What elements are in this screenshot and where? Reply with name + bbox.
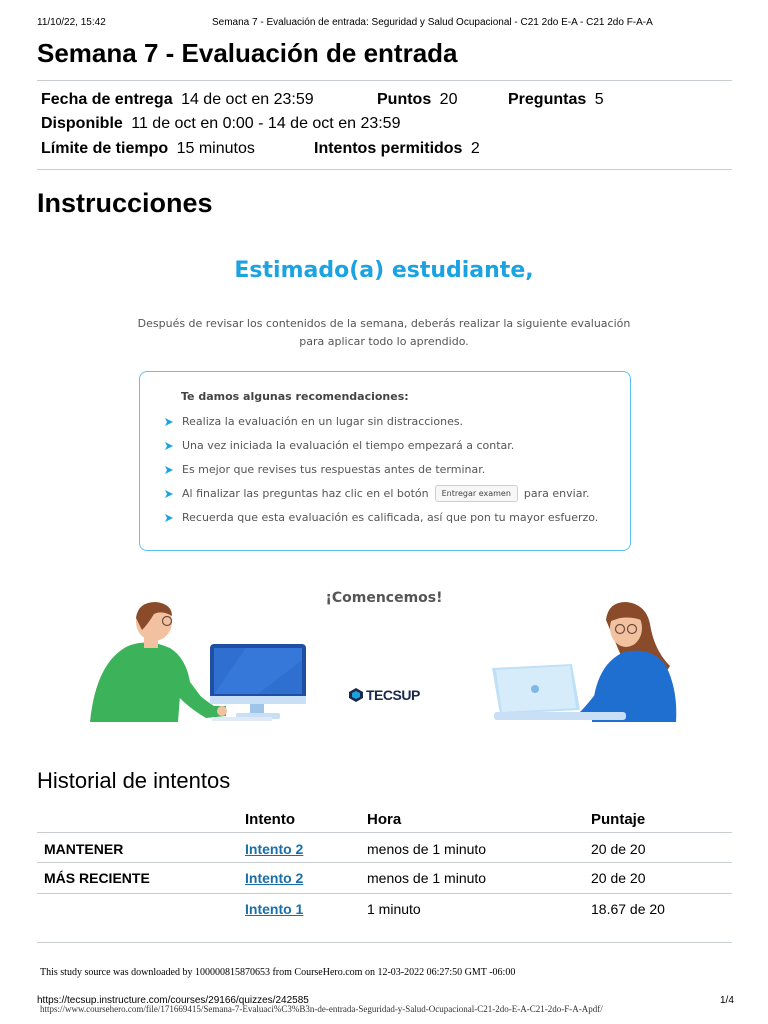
lets-go-text: ¡Comencemos! bbox=[325, 590, 443, 606]
attempt-score: 20 de 20 bbox=[591, 870, 646, 886]
table-divider bbox=[37, 832, 732, 833]
chevron-right-icon bbox=[164, 417, 174, 427]
col-header-score: Puntaje bbox=[591, 811, 646, 828]
page-number: 1/4 bbox=[720, 995, 734, 1006]
col-header-attempt: Intento bbox=[245, 811, 295, 828]
attempt-link[interactable]: Intento 2 bbox=[245, 841, 304, 857]
attempts-allowed bbox=[314, 140, 480, 158]
recommendation-item bbox=[164, 415, 463, 428]
col-header-time: Hora bbox=[367, 811, 402, 828]
recommendations-heading: Te damos algunas recomendaciones: bbox=[181, 390, 409, 403]
recommendation-text: para enviar. bbox=[523, 487, 590, 500]
intro-line: para aplicar todo lo aprendido. bbox=[299, 335, 469, 348]
recommendation-text: Recuerda que esta evaluación es calificada, así que pon tu mayor esfuerzo. bbox=[182, 511, 599, 524]
coursehero-url: https://www.coursehero.com/file/171669415/Semana-7-Evaluaci%C3%B3n-de-entrada-Seguridad-y-Salud-Ocupacional-C21-2do-E-A-C21-2do-F-A-Apdf/ bbox=[40, 1004, 603, 1014]
questions-value: 5 bbox=[594, 91, 604, 108]
questions bbox=[508, 91, 604, 109]
instructions-heading: Instrucciones bbox=[37, 188, 213, 218]
table-divider bbox=[37, 862, 732, 863]
points-value: 20 bbox=[439, 91, 458, 108]
divider bbox=[37, 169, 732, 170]
recommendation-text: Es mejor que revises tus respuestas antes de terminar. bbox=[182, 463, 486, 476]
submit-exam-button-sample: Entregar examen bbox=[435, 485, 518, 502]
greeting: Estimado(a) estudiante, bbox=[234, 258, 534, 283]
recommendation-item bbox=[164, 463, 485, 476]
time-limit bbox=[41, 140, 255, 158]
chevron-right-icon bbox=[164, 489, 174, 499]
chevron-right-icon bbox=[164, 465, 174, 475]
questions-label: Preguntas bbox=[508, 91, 587, 108]
attempt-time: 1 minuto bbox=[367, 901, 421, 917]
attempt-score: 20 de 20 bbox=[591, 841, 646, 857]
time-limit-value: 15 minutos bbox=[176, 140, 255, 157]
attempt-time: menos de 1 minuto bbox=[367, 841, 487, 857]
recommendation-item bbox=[164, 485, 589, 502]
page-title: Semana 7 - Evaluación de entrada bbox=[37, 38, 458, 68]
attempts-value: 2 bbox=[470, 140, 480, 157]
recommendation-text: Realiza la evaluación en un lugar sin distracciones. bbox=[182, 415, 464, 428]
points bbox=[377, 91, 457, 109]
chevron-right-icon bbox=[164, 441, 174, 451]
recommendation-item bbox=[164, 511, 598, 524]
attempt-score: 18.67 de 20 bbox=[591, 901, 665, 917]
recommendations-box bbox=[139, 371, 631, 551]
attempt-link[interactable]: Intento 1 bbox=[245, 901, 304, 917]
available-value: 11 de oct en 0:00 - 14 de oct en 23:59 bbox=[131, 115, 401, 132]
intro-line: Después de revisar los contenidos de la semana, deberás realizar la siguiente evaluación bbox=[137, 317, 631, 330]
recommendation-item bbox=[164, 439, 514, 452]
due-label: Fecha de entrega bbox=[41, 91, 173, 108]
divider bbox=[37, 942, 732, 943]
tecsup-logo-icon bbox=[349, 688, 363, 702]
logo-text: TECSUP bbox=[366, 687, 420, 703]
table-divider bbox=[37, 893, 732, 894]
row-label: MÁS RECIENTE bbox=[44, 870, 150, 886]
attempt-time: menos de 1 minuto bbox=[367, 870, 487, 886]
print-url: https://tecsup.instructure.com/courses/29166/quizzes/242585 bbox=[37, 995, 309, 1006]
student-desktop-illustration bbox=[86, 600, 316, 725]
attempt-link[interactable]: Intento 2 bbox=[245, 870, 304, 886]
row-label: MANTENER bbox=[44, 841, 124, 857]
attempts-label: Intentos permitidos bbox=[314, 140, 463, 157]
recommendation-text: Al finalizar las preguntas haz clic en el botón bbox=[182, 487, 429, 500]
divider bbox=[37, 80, 732, 81]
tecsup-logo bbox=[349, 687, 420, 703]
due-date bbox=[41, 91, 314, 109]
print-doc-title: Semana 7 - Evaluación de entrada: Seguridad y Salud Ocupacional - C21 2do E-A - C21 2do F-A-A bbox=[212, 17, 653, 28]
time-limit-label: Límite de tiempo bbox=[41, 140, 169, 157]
due-value: 14 de oct en 23:59 bbox=[181, 91, 314, 108]
intro-text bbox=[134, 315, 634, 351]
print-datetime: 11/10/22, 15:42 bbox=[37, 17, 106, 28]
availability bbox=[41, 115, 400, 133]
available-label: Disponible bbox=[41, 115, 123, 132]
download-source-note: This study source was downloaded by 100000815870653 from CourseHero.com on 12-03-2022 06:27:50 GMT -06:00 bbox=[40, 967, 516, 978]
points-label: Puntos bbox=[377, 91, 432, 108]
recommendation-text: Una vez iniciada la evaluación el tiempo empezará a contar. bbox=[182, 439, 515, 452]
history-title: Historial de intentos bbox=[37, 768, 231, 793]
chevron-right-icon bbox=[164, 513, 174, 523]
student-laptop-illustration bbox=[488, 600, 688, 725]
